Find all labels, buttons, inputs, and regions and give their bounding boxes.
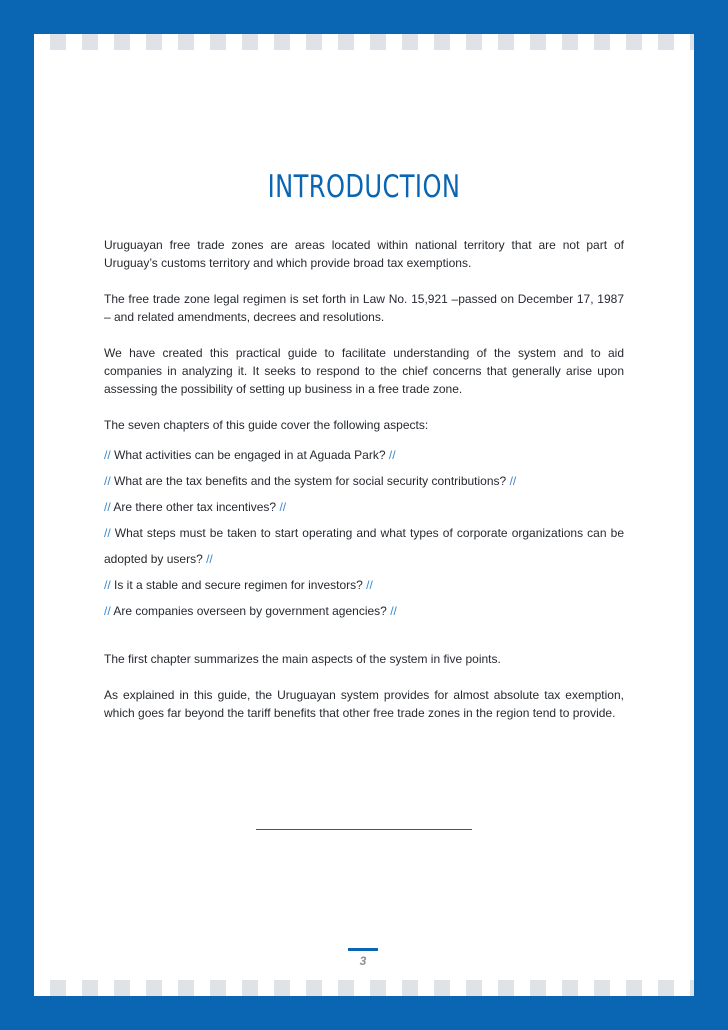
- list-item-text: Are companies overseen by government agencies?: [113, 604, 387, 618]
- list-item-text: What are the tax benefits and the system for social security contributions?: [114, 474, 507, 488]
- bottom-dashed-strip: [34, 980, 694, 996]
- list-item-text: What activities can be engaged in at Aguada Park?: [114, 448, 386, 462]
- paragraph: The free trade zone legal regimen is set forth in Law No. 15,921 –passed on December 17, 1987 – and related amendments, decrees and resolutions.: [104, 292, 624, 324]
- list-item-text: What steps must be taken to start operating and what types of corporate organizations can be adopted by users?: [104, 526, 624, 566]
- paragraph: As explained in this guide, the Uruguayan system provides for almost absolute tax exemption, which goes far beyond the tariff benefits that other free trade zones in the region tend to provide.: [104, 688, 624, 720]
- separator-open: //: [104, 604, 111, 618]
- top-dashed-strip: [34, 34, 694, 50]
- separator-close: //: [206, 552, 213, 566]
- separator-open: //: [104, 578, 111, 592]
- list-item: [104, 572, 624, 598]
- separator-close: //: [509, 474, 517, 488]
- page-number-bar: [348, 948, 378, 951]
- separator-close: //: [279, 500, 287, 514]
- body-text: [104, 236, 624, 740]
- aspects-list: [104, 442, 624, 624]
- separator-open: //: [104, 500, 111, 514]
- page-number: 3: [359, 954, 367, 968]
- separator-open: //: [104, 474, 111, 488]
- paragraph: We have created this practical guide to facilitate understanding of the system and to aid companies in analyzing it. It seeks to respond to the chief concerns that generally arise upon assessing the possibility of setting up business in a free trade zone.: [104, 346, 624, 396]
- separator-close: //: [366, 578, 373, 592]
- separator-open: //: [104, 448, 111, 462]
- list-item: [104, 468, 624, 494]
- separator-close: //: [390, 604, 397, 618]
- paragraph: The seven chapters of this guide cover the following aspects:: [104, 418, 429, 432]
- list-item-text: Is it a stable and secure regimen for investors?: [114, 578, 363, 592]
- list-item: [104, 598, 624, 624]
- list-item: [104, 520, 624, 572]
- list-item-text: Are there other tax incentives?: [113, 500, 277, 514]
- divider-line: [256, 829, 472, 830]
- paragraph: Uruguayan free trade zones are areas located within national territory that are not part of Uruguay’s customs territory and which provide broad tax exemptions.: [104, 238, 624, 270]
- separator-close: //: [388, 448, 396, 462]
- list-item: [104, 494, 624, 520]
- page-title: INTRODUCTION: [267, 168, 461, 205]
- separator-open: //: [104, 526, 111, 540]
- list-item: [104, 442, 624, 468]
- paragraph: The first chapter summarizes the main aspects of the system in five points.: [104, 652, 501, 666]
